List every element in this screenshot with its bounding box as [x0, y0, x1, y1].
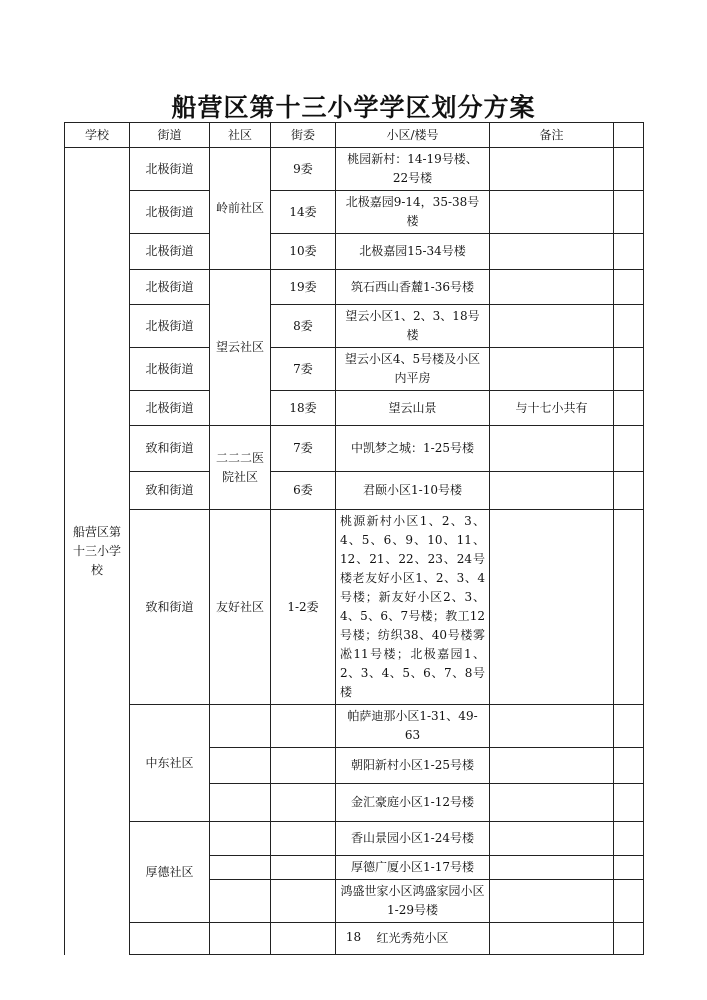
area-cell: 中凯梦之城：1-25号楼	[336, 426, 490, 472]
area-cell: 望云小区1、2、3、18号楼	[336, 305, 490, 348]
note-cell	[490, 191, 614, 234]
note-cell	[490, 705, 614, 748]
note-cell	[490, 234, 614, 270]
table-row	[65, 705, 644, 748]
area-cell: 北极嘉园15-34号楼	[336, 234, 490, 270]
community-cell	[210, 822, 271, 856]
area-cell: 君颐小区1-10号楼	[336, 472, 490, 510]
committee-cell	[271, 856, 336, 880]
table-row	[65, 822, 644, 856]
empty-cell	[614, 510, 644, 705]
note-cell	[490, 748, 614, 784]
community-cell	[210, 705, 271, 748]
empty-cell	[614, 472, 644, 510]
street-cell: 北极街道	[130, 191, 210, 234]
note-cell	[490, 822, 614, 856]
empty-cell	[614, 391, 644, 426]
street-cell: 北极街道	[130, 305, 210, 348]
table-row	[65, 305, 644, 348]
area-cell: 望云小区4、5号楼及小区内平房	[336, 348, 490, 391]
street-cell: 致和街道	[130, 426, 210, 472]
area-cell: 鸿盛世家小区鸿盛家园小区1-29号楼	[336, 880, 490, 923]
note-cell	[490, 784, 614, 822]
community-cell: 岭前社区	[210, 148, 271, 270]
committee-cell	[271, 748, 336, 784]
community-cell	[210, 784, 271, 822]
table-row	[65, 148, 644, 191]
empty-cell	[614, 148, 644, 191]
area-cell: 金汇豪庭小区1-12号楼	[336, 784, 490, 822]
table-row	[65, 391, 644, 426]
table-row	[65, 472, 644, 510]
area-cell: 桃园新村：14-19号楼、22号楼	[336, 148, 490, 191]
header-street: 街道	[130, 123, 210, 148]
empty-cell	[614, 426, 644, 472]
community-cell: 望云社区	[210, 270, 271, 426]
empty-cell	[614, 270, 644, 305]
empty-cell	[614, 191, 644, 234]
area-cell: 帕萨迪那小区1-31、49-63	[336, 705, 490, 748]
table-row	[65, 270, 644, 305]
school-district-table	[64, 122, 644, 955]
area-cell: 朝阳新村小区1-25号楼	[336, 748, 490, 784]
community-cell	[210, 880, 271, 923]
note-cell	[490, 348, 614, 391]
community-cell: 二二二医院社区	[210, 426, 271, 510]
note-cell	[490, 148, 614, 191]
empty-cell	[614, 856, 644, 880]
area-cell: 红光秀苑小区	[336, 923, 490, 955]
committee-cell: 7委	[271, 348, 336, 391]
committee-cell	[271, 822, 336, 856]
school-name: 船营区第十三小学校	[65, 148, 130, 955]
area-cell: 筑石西山香麓1-36号楼	[336, 270, 490, 305]
note-cell	[490, 270, 614, 305]
empty-cell	[614, 880, 644, 923]
note-cell	[490, 426, 614, 472]
empty-cell	[614, 305, 644, 348]
committee-cell: 8委	[271, 305, 336, 348]
street-cell: 中东社区	[130, 705, 210, 822]
community-cell: 友好社区	[210, 510, 271, 705]
street-cell: 北极街道	[130, 234, 210, 270]
empty-cell	[614, 748, 644, 784]
street-cell: 北极街道	[130, 270, 210, 305]
header-area: 小区/楼号	[336, 123, 490, 148]
community-cell	[210, 748, 271, 784]
area-cell: 桃源新村小区1、2、3、4、5、6、9、10、11、12、21、22、23、24号楼老友好小区1、2、3、4号楼；新友好小区2、3、4、5、6、7号楼；教工12号楼；纺织38、40号楼雾凇11号楼；北极嘉园1、2、3、4、5、6、7、8号楼	[336, 510, 490, 705]
empty-cell	[614, 784, 644, 822]
note-cell	[490, 510, 614, 705]
table-row	[65, 191, 644, 234]
committee-cell: 18委	[271, 391, 336, 426]
header-committee: 街委	[271, 123, 336, 148]
empty-cell	[614, 234, 644, 270]
committee-cell	[271, 705, 336, 748]
area-cell: 望云山景	[336, 391, 490, 426]
note-cell	[490, 472, 614, 510]
table-header-row	[65, 123, 644, 148]
community-cell	[210, 856, 271, 880]
street-cell: 厚德社区	[130, 822, 210, 923]
street-cell: 致和街道	[130, 510, 210, 705]
street-cell: 北极街道	[130, 391, 210, 426]
street-cell: 北极街道	[130, 348, 210, 391]
table-row	[65, 348, 644, 391]
page-number: 18	[345, 930, 362, 944]
empty-cell	[614, 348, 644, 391]
committee-cell: 7委	[271, 426, 336, 472]
header-community: 社区	[210, 123, 271, 148]
committee-cell: 19委	[271, 270, 336, 305]
page-title: 船营区第十三小学学区划分方案	[171, 93, 536, 122]
area-cell: 北极嘉园9-14，35-38号楼	[336, 191, 490, 234]
header-note: 备注	[490, 123, 614, 148]
committee-cell	[271, 784, 336, 822]
header-empty	[614, 123, 644, 148]
table-row	[65, 426, 644, 472]
committee-cell: 14委	[271, 191, 336, 234]
table-row	[65, 234, 644, 270]
empty-cell	[614, 822, 644, 856]
note-cell: 与十七小共有	[490, 391, 614, 426]
committee-cell: 1-2委	[271, 510, 336, 705]
committee-cell: 10委	[271, 234, 336, 270]
note-cell	[490, 856, 614, 880]
street-cell: 致和街道	[130, 472, 210, 510]
area-cell: 香山景园小区1-24号楼	[336, 822, 490, 856]
committee-cell: 6委	[271, 472, 336, 510]
area-cell: 厚德广厦小区1-17号楼	[336, 856, 490, 880]
committee-cell: 9委	[271, 148, 336, 191]
empty-cell	[614, 705, 644, 748]
committee-cell	[271, 880, 336, 923]
note-cell	[490, 880, 614, 923]
street-cell: 北极街道	[130, 148, 210, 191]
header-school: 学校	[65, 123, 130, 148]
table-row	[65, 510, 644, 705]
note-cell	[490, 305, 614, 348]
